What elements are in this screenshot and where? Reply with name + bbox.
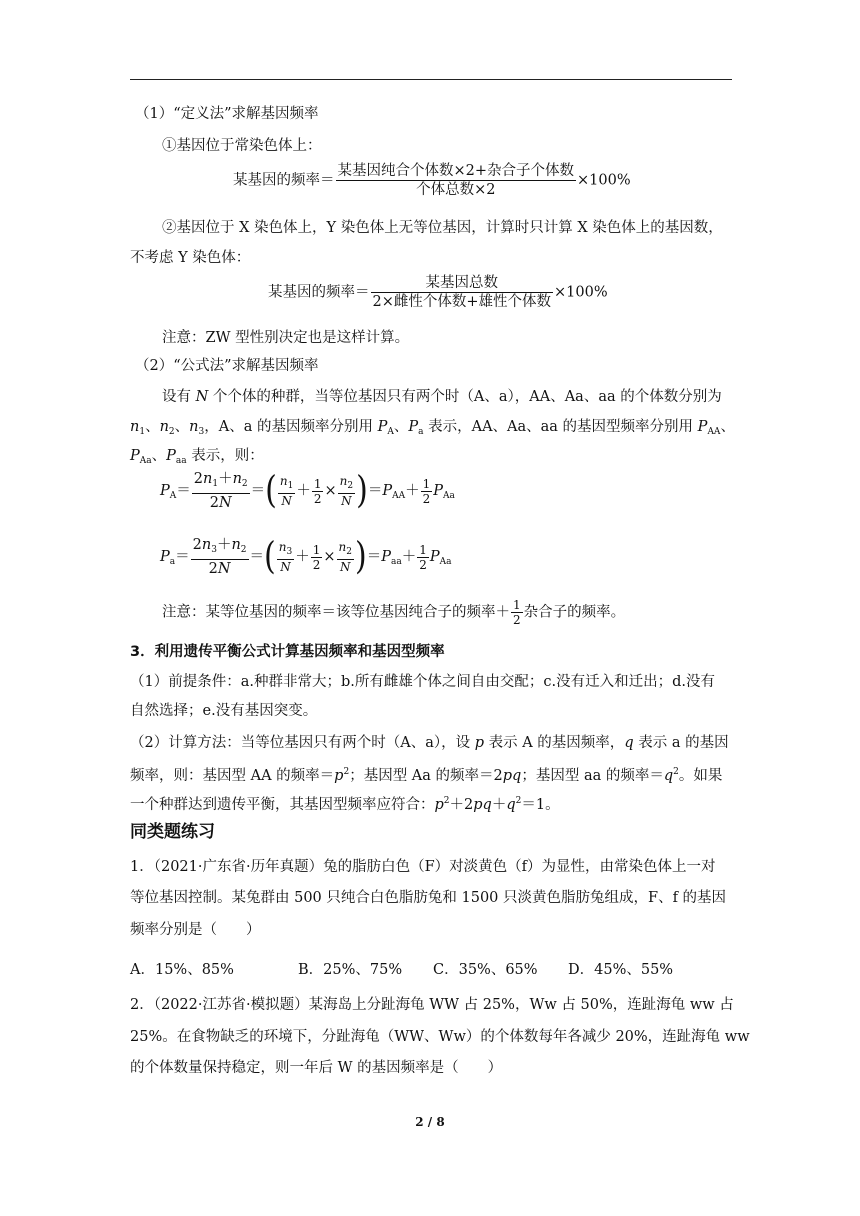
practice-heading: 同类题练习 [130, 822, 215, 842]
question1-line3: 频率分别是（ ） [130, 922, 261, 938]
section2-para-line3: $P_{Aa}$、$P_{aa}$ 表示，则： [130, 448, 264, 466]
note-part1: 注意：某等位基因的频率＝该等位基因纯合子的频率＋ [162, 604, 510, 621]
formula-PA: $P_A=$ $\frac{2n_1+n_2}{2N}$ ＝( $\frac{n_1}{N}$ ＋ $\frac{1}{2}$ × $\frac{n_2}{N}$ )$=P_{AA}+$ $\frac{1}{2}$ $P_{Aa}$ [160, 468, 455, 513]
formula-tail: ×100% [554, 284, 608, 301]
question2-line3: 的个体数量保持稳定，则一年后 W 的基因频率是（ ） [130, 1060, 503, 1076]
question2-line1: 2．（2022·江苏省·模拟题）某海岛上分趾海龟 WW 占 25%，Ww 占 50%，连趾海龟 ww 占 [130, 997, 734, 1013]
question1-option-c: C．35%、65% [433, 962, 538, 978]
section1-case2-line2: 不考虑 Y 染色体： [130, 250, 251, 266]
page-number: 2 / 8 [415, 1115, 445, 1129]
section1-case1: ①基因位于常染色体上： [162, 138, 322, 154]
section3-heading: 3．利用遗传平衡公式计算基因频率和基因型频率 [130, 644, 445, 660]
formula-autosomal [233, 162, 631, 199]
section3-method-line1: （2）计算方法：当等位基因只有两个时（A、a），设 p 表示 A 的基因频率，q 表示 a 的基因 [130, 735, 729, 751]
section2-title: （2）“公式法”求解基因频率 [135, 358, 319, 374]
question1-line2: 等位基因控制。某兔群由 500 只纯合白色脂肪兔和 1500 只淡黄色脂肪兔组成，F、f 的基因 [130, 890, 727, 906]
section3-conditions-line2: 自然选择；e.没有基因突变。 [130, 703, 318, 719]
section1-title: （1）“定义法”求解基因频率 [135, 106, 319, 122]
formula-x-linked [268, 274, 608, 311]
section1-case2-line1: ②基因位于 X 染色体上，Y 染色体上无等位基因，计算时只计算 X 染色体上的基因数， [162, 220, 723, 236]
formula-numerator: 某基因总数 [371, 274, 554, 293]
section3-conditions-line1: （1）前提条件：a.种群非常大；b.所有雌雄个体之间自由交配；c.没有迁入和迁出；d.没有 [130, 674, 715, 690]
question1-option-b: B．25%、75% [298, 962, 403, 978]
question1-option-d: D．45%、55% [568, 962, 674, 978]
section2-note: 注意：某等位基因的频率＝该等位基因纯合子的频率＋ $\frac{1}{2}$ 杂合子的频率。 [162, 598, 626, 627]
section3-method-line2: 频率，则：基因型 AA 的频率$=p^2$；基因型 Aa 的频率＝2pq；基因型 aa 的频率$=q^2$。如果 [130, 767, 723, 784]
formula-Pa: $P_a=$ $\frac{2n_3+n_2}{2N}$ ＝( $\frac{n_3}{N}$ ＋ $\frac{1}{2}$ × $\frac{n_2}{N}$ )$=P_{aa}+$ $\frac{1}{2}$ $P_{Aa}$ [160, 534, 452, 579]
formula-denominator: 2×雌性个体数+雄性个体数 [372, 294, 552, 310]
question1-line1: 1．（2021·广东省·历年真题）兔的脂肪白色（F）对淡黄色（f）为显性，由常染色体上一对 [130, 859, 716, 875]
formula-lhs: 某基因的频率＝ [233, 172, 335, 189]
section3-method-line3: 一个种群达到遗传平衡，其基因型频率应符合：$p^2+2pq+q^2=1$。 [130, 796, 560, 813]
formula-denominator: 个体总数×2 [416, 182, 496, 198]
formula-lhs: 某基因的频率＝ [268, 284, 370, 301]
formula-tail: ×100% [577, 172, 631, 189]
section1-note: 注意：ZW 型性别决定也是这样计算。 [162, 330, 410, 346]
question2-line2: 25%。在食物缺乏的环境下，分趾海龟（WW、Ww）的个体数每年各减少 20%，连趾海龟 ww [130, 1029, 750, 1045]
formula-numerator: 某基因纯合个体数×2+杂合子个体数 [337, 163, 575, 179]
note-part2: 杂合子的频率。 [523, 604, 626, 621]
section2-para-line2: $n_1$、$n_2$、$n_3$，A、a 的基因频率分别用 $P_A$、$P_a$ 表示，AA、Aa、aa 的基因型频率分别用 $P_{AA}$、 [130, 419, 735, 437]
section2-para-line1: 设有 N 个个体的种群，当等位基因只有两个时（A、a），AA、Aa、aa 的个体数分别为 [162, 389, 722, 405]
header-rule [130, 79, 732, 80]
question1-option-a: A．15%、85% [130, 962, 234, 978]
